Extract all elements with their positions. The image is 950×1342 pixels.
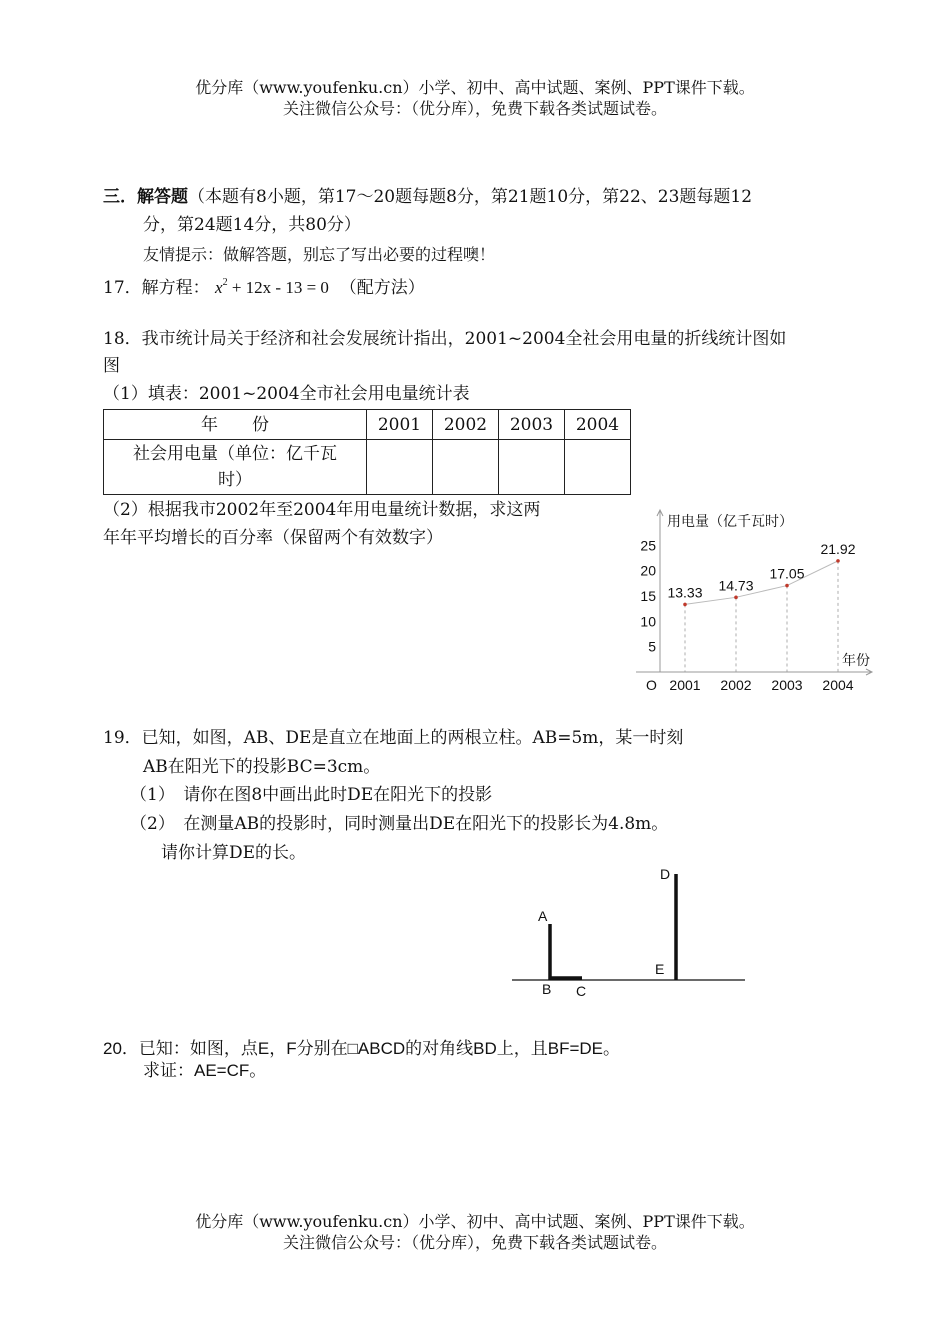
q17-equation (215, 278, 329, 297)
q17-number: 17． (103, 278, 142, 298)
table-cell-2004[interactable] (565, 440, 631, 495)
q20-line1: 20．已知：如图，点E，F分别在□ABCD的对角线BD上，且BF=DE。 (103, 1039, 621, 1058)
x-axis-label: 年份 (842, 652, 870, 668)
label-e: E (655, 961, 665, 977)
q17-eq-rest: + 12x - 13 = 0 (227, 278, 329, 297)
y-axis-label: 用电量（亿千瓦时） (667, 513, 793, 529)
label-d: D (660, 866, 671, 882)
table-cell-2001[interactable] (367, 440, 433, 495)
x-tick-label: 2003 (771, 677, 803, 693)
page-footer-line1: 优分库（www.youfenku.cn）小学、初中、高中试题、案例、PPT课件下载。 (195, 1212, 755, 1231)
table-cell-2002[interactable] (433, 440, 499, 495)
x-tick-label: 2001 (669, 677, 701, 693)
data-point (734, 596, 738, 600)
q20-line2: 求证：AE=CF。 (143, 1061, 267, 1080)
question-17 (103, 269, 425, 302)
data-label: 14.73 (718, 577, 754, 594)
table-header-row (104, 410, 631, 440)
table-cell-2003[interactable] (499, 440, 565, 495)
data-point (785, 584, 789, 588)
q18-part2-line1: （2）根据我市2002年至2004年用电量统计数据，求这两 (103, 500, 541, 520)
q18-part2-line2: 年年平均增长的百分率（保留两个有效数字） (103, 528, 443, 548)
q18-line1: 18．我市统计局关于经济和社会发展统计指出，2001~2004全社会用电量的折线统计图如 (103, 329, 787, 349)
page-header-line1: 优分库（www.youfenku.cn）小学、初中、高中试题、案例、PPT课件下载。 (195, 78, 755, 97)
x-tick-label: 2002 (720, 677, 752, 693)
table-year-2004: 2004 (565, 410, 631, 440)
table-row-label-line2: 时） (218, 470, 252, 490)
table-row-label-line1: 社会用电量（单位：亿千瓦 (133, 444, 337, 464)
q18-line2: 图 (103, 356, 120, 376)
data-label: 17.05 (769, 565, 805, 582)
y-tick-label: 25 (640, 537, 656, 554)
data-label: 21.92 (820, 540, 856, 557)
figure-8-poles (505, 860, 755, 1000)
q19-line1: 19．已知，如图，AB、DE是直立在地面上的两根立柱。AB=5m，某一时刻 (103, 728, 684, 748)
data-point (683, 603, 687, 607)
y-tick-label: 10 (640, 613, 656, 630)
x-tick-label: 2004 (822, 677, 854, 693)
q19-part1: （1） 请你在图8中画出此时DE在阳光下的投影 (130, 785, 493, 805)
y-tick-label: 20 (640, 562, 656, 579)
q17-text: 解方程： (141, 278, 210, 298)
table-year-header: 年 份 (104, 410, 367, 440)
y-tick-label: 5 (648, 638, 656, 655)
section3-desc-line1: （本题有8小题，第17～20题每题8分，第21题10分，第22、23题每题12 (188, 187, 753, 207)
table-value-row (104, 440, 631, 495)
label-b: B (542, 981, 552, 997)
table-row-label (104, 440, 367, 495)
q17-eq-exp: 2 (222, 277, 228, 288)
page-footer-line2: 关注微信公众号：（优分库），免费下载各类试题试卷。 (282, 1233, 667, 1252)
electricity-line-chart (620, 500, 880, 700)
q17-method: （配方法） (339, 278, 425, 298)
section3-desc-line2: 分，第24题14分，共80分） (143, 215, 361, 235)
q19-part2: （2） 在测量AB的投影时，同时测量出DE在阳光下的投影长为4.8m。 (130, 814, 669, 834)
q18-part1: （1）填表：2001~2004全市社会用电量统计表 (103, 384, 470, 404)
label-a: A (538, 908, 548, 924)
electricity-table (103, 409, 631, 495)
q19-part2b: 请你计算DE的长。 (161, 843, 307, 863)
origin-label: O (646, 677, 657, 693)
data-point (836, 559, 840, 563)
q19-line2: AB在阳光下的投影BC=3cm。 (143, 757, 381, 777)
table-year-2002: 2002 (433, 410, 499, 440)
section3-tip: 友情提示：做解答题，别忘了写出必要的过程噢！ (143, 245, 496, 264)
section3-heading (103, 184, 752, 211)
table-year-2001: 2001 (367, 410, 433, 440)
y-tick-label: 15 (640, 587, 656, 604)
page-header-line2: 关注微信公众号：（优分库），免费下载各类试题试卷。 (282, 99, 667, 118)
table-year-2003: 2003 (499, 410, 565, 440)
series-line (685, 561, 838, 605)
q17-eq-base: x (215, 278, 223, 297)
section3-title: 三．解答题 (103, 187, 188, 207)
label-c: C (576, 983, 587, 999)
data-label: 13.33 (667, 584, 703, 601)
